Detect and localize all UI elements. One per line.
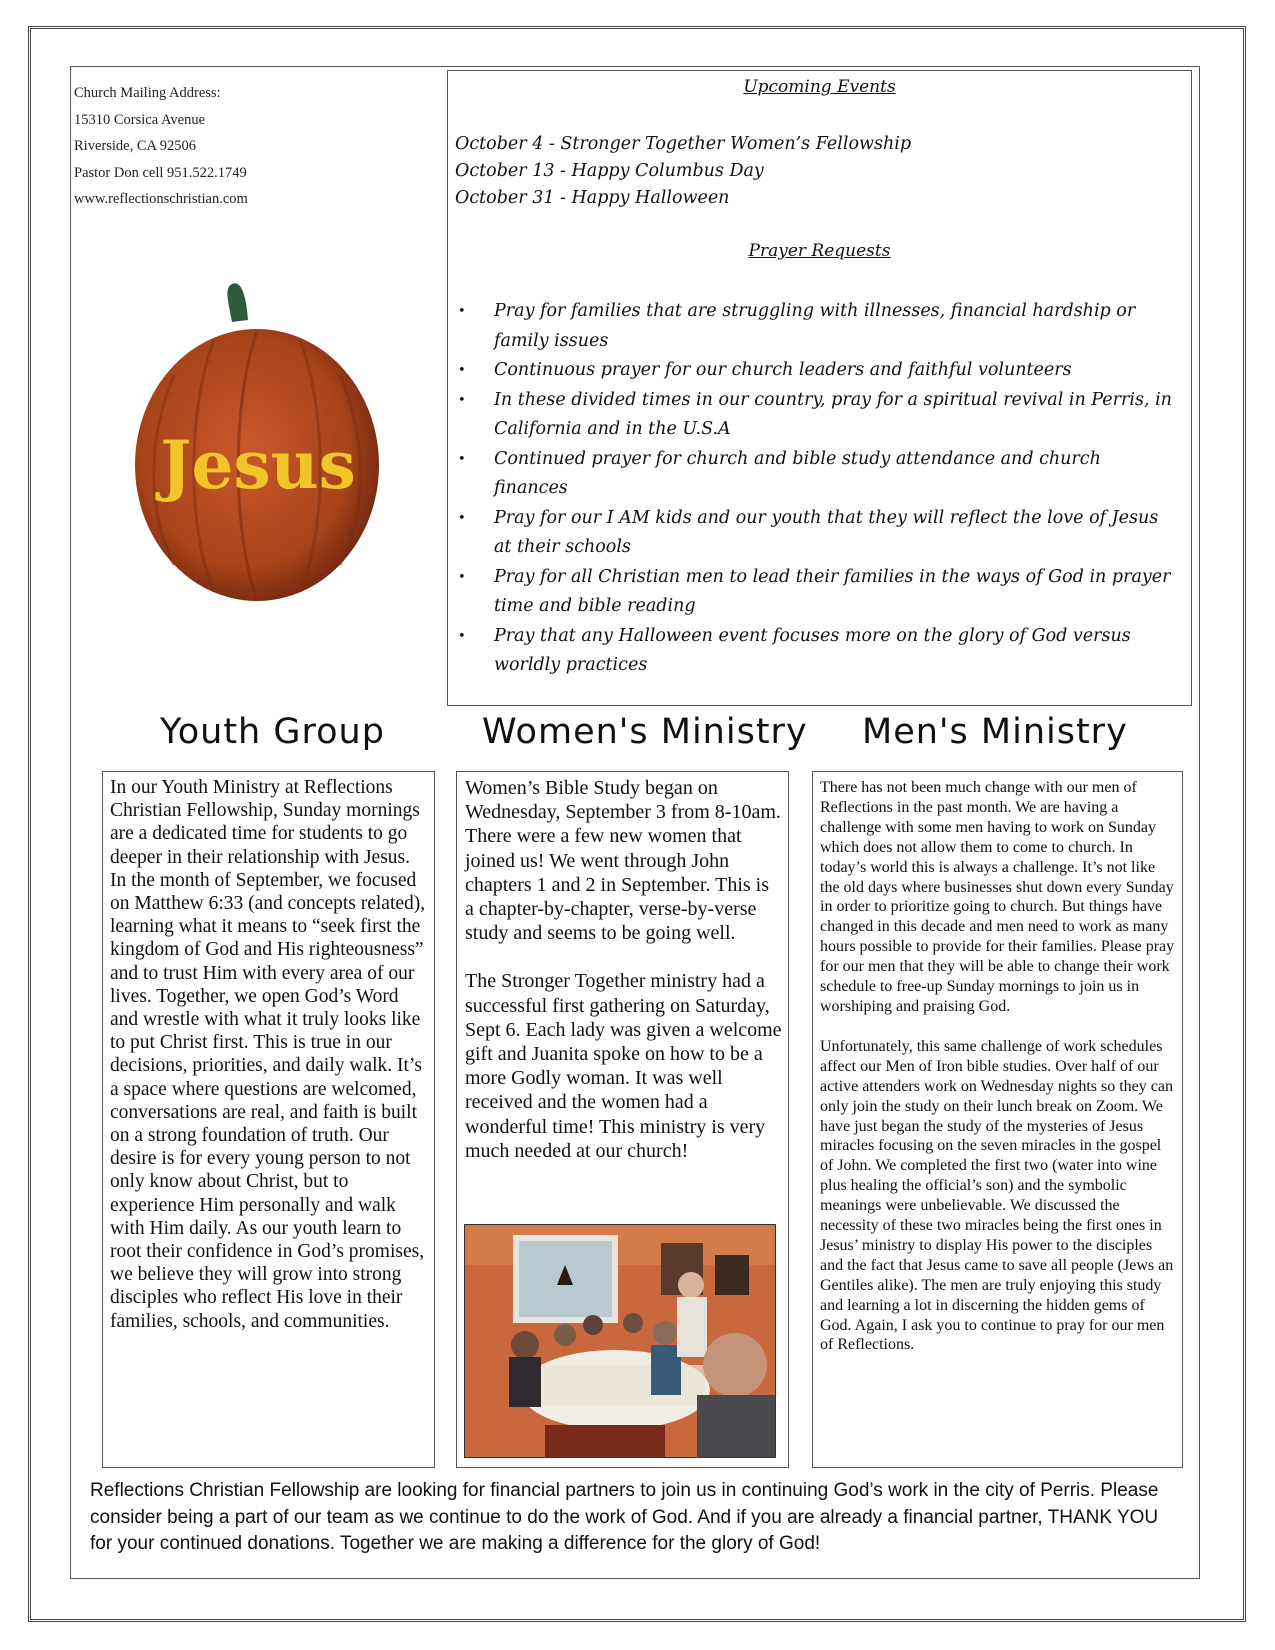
address-line: Riverside, CA 92506 bbox=[74, 138, 197, 154]
womens-ministry-text bbox=[457, 772, 788, 1163]
upcoming-events-heading: Upcoming Events bbox=[743, 77, 896, 97]
prayer-item: • In these divided times in our country, pray for a spiritual revival in Perris, in California and in the U.S.A bbox=[456, 386, 1178, 445]
events-list bbox=[455, 131, 911, 212]
womens-paragraph: The Stronger Together ministry had a successful first gathering on Saturday, Sept 6. Each lady was given a welcome gift and Juanita spoke on how to be a more Godly woman. It was well received and the women had a wonderful time! This ministry is very much needed at our church! bbox=[465, 970, 782, 1162]
bullet-icon: • bbox=[458, 569, 466, 585]
pumpkin-carved-text: Jesus bbox=[160, 426, 356, 504]
mens-ministry-column bbox=[812, 771, 1183, 1468]
youth-group-heading: Youth Group bbox=[160, 712, 385, 752]
mens-paragraph: There has not been much change with our men of Reflections in the past month. We are having a challenge with some men having to work on Sunday which does not allow them to come to church. In today’s world this is always a challenge. It’s not like the old days where businesses shut down every Sunday in order to prioritize going to church. But things have changed in this decade and men need to work as many hours possible to provide for their families. Please pray for our men that they will be able to change their work schedule to free-up Sunday mornings to join us in worshiping and praising God. bbox=[820, 779, 1175, 1015]
bullet-icon: • bbox=[458, 363, 466, 378]
prayer-item: • Continued prayer for church and bible study attendance and church finances bbox=[456, 445, 1178, 504]
events-prayer-box bbox=[447, 70, 1192, 706]
website-link[interactable]: www.reflectionschristian.com bbox=[74, 191, 248, 207]
prayer-item: • Pray for families that are struggling with illnesses, financial hardship or family issues bbox=[456, 297, 1178, 356]
mens-paragraph: Unfortunately, this same challenge of work schedules affect our Men of Iron bible studies. Over half of our active attenders work on Wednesday nights so they can only join the study on their lunch break on Zoom. We have just began the study of the mysteries of Jesus miracles focusing on the seven miracles in the gospel of John. We completed the first two (water into wine plus healing the official’s son) and the symbolic meanings were unbelievable. We discussed the necessity of these two miracles being the first ones in Jesus’ ministry to display His power to the disciples and the fact that Jesus came to save all people (Jews an Gentiles alike). The men are truly enjoying this study and learning a lot in discerning the hidden gems of God. Again, I ask you to continue to pray for our men of Reflections. bbox=[820, 1037, 1174, 1354]
bullet-icon: • bbox=[458, 628, 466, 644]
womens-ministry-heading: Women's Ministry bbox=[482, 712, 808, 752]
mens-ministry-text bbox=[813, 772, 1182, 1355]
prayer-item: • Continuous prayer for our church leaders and faithful volunteers bbox=[456, 356, 1178, 386]
prayer-item: • Pray for our I AM kids and our youth that they will reflect the love of Jesus at their schools bbox=[456, 504, 1178, 563]
prayer-requests-heading: Prayer Requests bbox=[748, 241, 891, 261]
event-item: October 4 - Stronger Together Women’s Fellowship bbox=[455, 134, 912, 154]
bullet-icon: • bbox=[458, 304, 466, 319]
mens-ministry-heading: Men's Ministry bbox=[862, 712, 1128, 752]
womens-ministry-column bbox=[456, 771, 789, 1468]
event-item: October 13 - Happy Columbus Day bbox=[455, 161, 764, 181]
bullet-icon: • bbox=[458, 392, 466, 408]
womens-gathering-photo bbox=[464, 1224, 776, 1458]
mailing-address-block bbox=[74, 80, 248, 213]
bullet-icon: • bbox=[458, 510, 466, 526]
financial-partners-note: Reflections Christian Fellowship are looking for financial partners to join us in continuing God’s work in the city of Perris. Please consider being a part of our team as we continue to do the work of God. And if you are already a financial partner, THANK YOU for your continued donations. Together we are making a difference for the glory of God! bbox=[90, 1480, 1159, 1554]
youth-group-column bbox=[102, 771, 435, 1468]
bullet-icon: • bbox=[458, 451, 466, 467]
womens-paragraph: Women’s Bible Study began on Wednesday, September 3 from 8-10am. There were a few new women that joined us! We went through John chapters 1 and 2 in September. This is a chapter-by-chapter, verse-by-verse study and seems to be going well. bbox=[465, 777, 781, 945]
pastor-phone: Pastor Don cell 951.522.1749 bbox=[74, 164, 247, 181]
prayer-requests-list bbox=[456, 297, 1178, 681]
youth-group-text: In our Youth Ministry at Reflections Christian Fellowship, Sunday mornings are a dedicated time for students to go deeper in their relationship with Jesus. In the month of September, we focused on Matthew 6:33 (and concepts related), learning what it means to “seek first the kingdom of God and His righteousness” and to trust Him with every area of our lives. Together, we open God’s Word and wrestle with what it truly looks like to put Christ first. This is true in our decisions, priorities, and daily walk. It’s a space where questions are welcomed, conversations are real, and faith is built on a strong foundation of truth. Our desire is for every young person to not only know about Christ, but to experience Him personally and walk with Him daily. As our youth learn to root their confidence in God’s promises, we believe they will grow into strong disciples who reflect His love in their families, schools, and communities. bbox=[110, 777, 426, 1332]
jesus-pumpkin-image bbox=[132, 280, 382, 604]
prayer-item: • Pray for all Christian men to lead their families in the ways of God in prayer time and bible reading bbox=[456, 563, 1178, 622]
address-line: 15310 Corsica Avenue bbox=[74, 111, 206, 128]
event-item: October 31 - Happy Halloween bbox=[455, 188, 730, 208]
prayer-item: • Pray that any Halloween event focuses more on the glory of God versus worldly practices bbox=[456, 622, 1178, 681]
address-line: Church Mailing Address: bbox=[74, 85, 221, 101]
